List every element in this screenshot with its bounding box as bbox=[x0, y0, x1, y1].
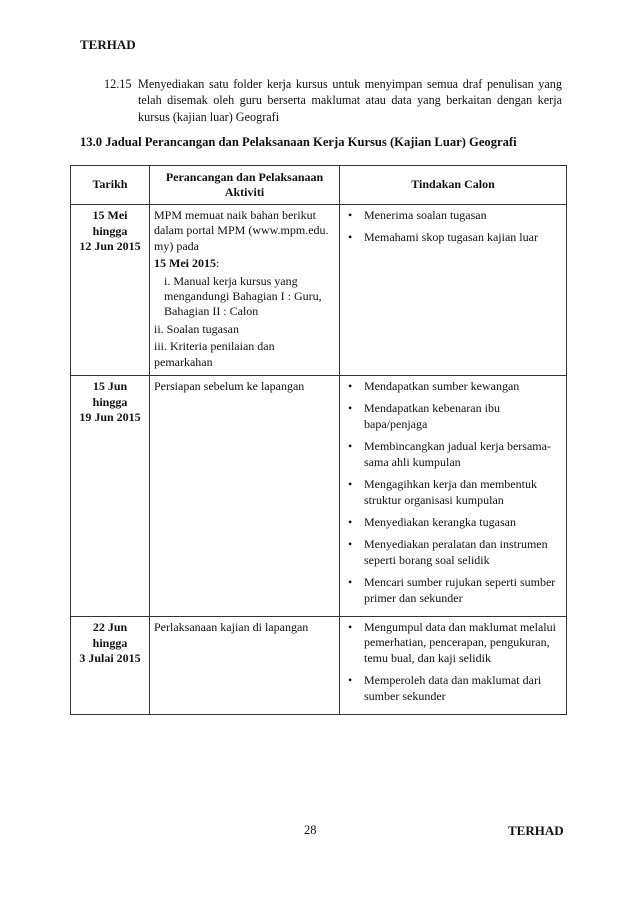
activity-subitem: iii. Kriteria penilaian dan pemarkahan bbox=[154, 339, 275, 369]
activity-cell bbox=[150, 205, 340, 376]
column-header-activity: Perancangan dan Pelaksanaan Aktiviti bbox=[150, 166, 340, 205]
date-cell bbox=[71, 376, 150, 617]
list-item: • Memperoleh data dan maklumat dari sumber sekunder bbox=[364, 673, 562, 704]
table-header-row bbox=[71, 166, 567, 205]
page-number: 28 bbox=[304, 823, 317, 837]
action-cell bbox=[340, 616, 567, 714]
date-start: 22 Jun bbox=[92, 619, 128, 634]
table-row bbox=[71, 616, 567, 714]
date-cell bbox=[71, 205, 150, 376]
activity-text: Persiapan sebelum ke lapangan bbox=[154, 379, 305, 394]
column-header-action: Tindakan Calon bbox=[340, 166, 567, 205]
list-item: • Membincangkan jadual kerja bersama-sama ahli kumpulan bbox=[364, 439, 562, 470]
table-row bbox=[71, 376, 567, 617]
activity-subitem: ii. Soalan tugasan bbox=[154, 321, 239, 336]
item-number: 12.15 bbox=[104, 77, 132, 91]
date-connector: hingga bbox=[92, 635, 128, 650]
footer-restricted-label: TERHAD bbox=[508, 823, 564, 838]
header-restricted-label: TERHAD bbox=[80, 37, 136, 52]
list-item: • Mendapatkan kebenaran ibu bapa/penjaga bbox=[364, 401, 562, 432]
list-item-12-15 bbox=[104, 76, 562, 125]
list-item: • Menyediakan kerangka tugasan bbox=[364, 515, 562, 530]
date-end: 12 Jun 2015 bbox=[79, 239, 141, 254]
action-list bbox=[344, 379, 562, 606]
activity-cell bbox=[150, 376, 340, 617]
activity-text: MPM memuat naik bahan berikut dalam portal MPM (www.mpm.edu. my) pada bbox=[154, 208, 329, 253]
column-header-date: Tarikh bbox=[71, 166, 150, 205]
list-item: • Mengumpul data dan maklumat melalui pemerhatian, pencerapan, pengukuran, temu bual, dan kaji selidik bbox=[364, 620, 562, 666]
action-list bbox=[344, 208, 562, 246]
date-start: 15 Mei bbox=[92, 208, 128, 222]
item-text: Menyediakan satu folder kerja kursus untuk menyimpan semua draf penulisan yang telah disemak oleh guru berserta maklumat atau data yang berkaitan dengan kerja kursus (kajian luar) Geografi bbox=[138, 77, 562, 124]
date-cell bbox=[71, 616, 150, 714]
section-title: 13.0 Jadual Perancangan dan Pelaksanaan Kerja Kursus (Kajian Luar) Geografi bbox=[80, 135, 517, 149]
activity-text: Perlaksanaan kajian di lapangan bbox=[154, 619, 309, 634]
action-cell bbox=[340, 376, 567, 617]
date-connector: hingga bbox=[92, 394, 128, 409]
activity-date-colon: : bbox=[216, 256, 220, 271]
date-end: 19 Jun 2015 bbox=[79, 410, 141, 425]
table-row bbox=[71, 205, 567, 376]
list-item: • Mendapatkan sumber kewangan bbox=[364, 379, 562, 394]
action-list bbox=[344, 620, 562, 704]
list-item: • Mencari sumber rujukan seperti sumber primer dan sekunder bbox=[364, 575, 562, 606]
action-cell bbox=[340, 205, 567, 376]
list-item: • Menerima soalan tugasan bbox=[364, 208, 562, 223]
date-connector: hingga bbox=[92, 223, 128, 238]
list-item: • Memahami skop tugasan kajian luar bbox=[364, 230, 562, 245]
date-end: 3 Julai 2015 bbox=[79, 651, 141, 666]
list-item: • Menyediakan peralatan dan instrumen seperti borang soal selidik bbox=[364, 537, 562, 568]
list-item: • Mengagihkan kerja dan membentuk struktur organisasi kumpulan bbox=[364, 477, 562, 508]
date-start: 15 Jun bbox=[92, 379, 128, 394]
activity-subitem: i. Manual kerja kursus yang mengandungi Bahagian I : Guru, Bahagian II : Calon bbox=[164, 273, 322, 319]
activity-date: 15 Mei 2015 bbox=[154, 256, 216, 271]
activity-cell bbox=[150, 616, 340, 714]
planning-table bbox=[70, 165, 567, 715]
